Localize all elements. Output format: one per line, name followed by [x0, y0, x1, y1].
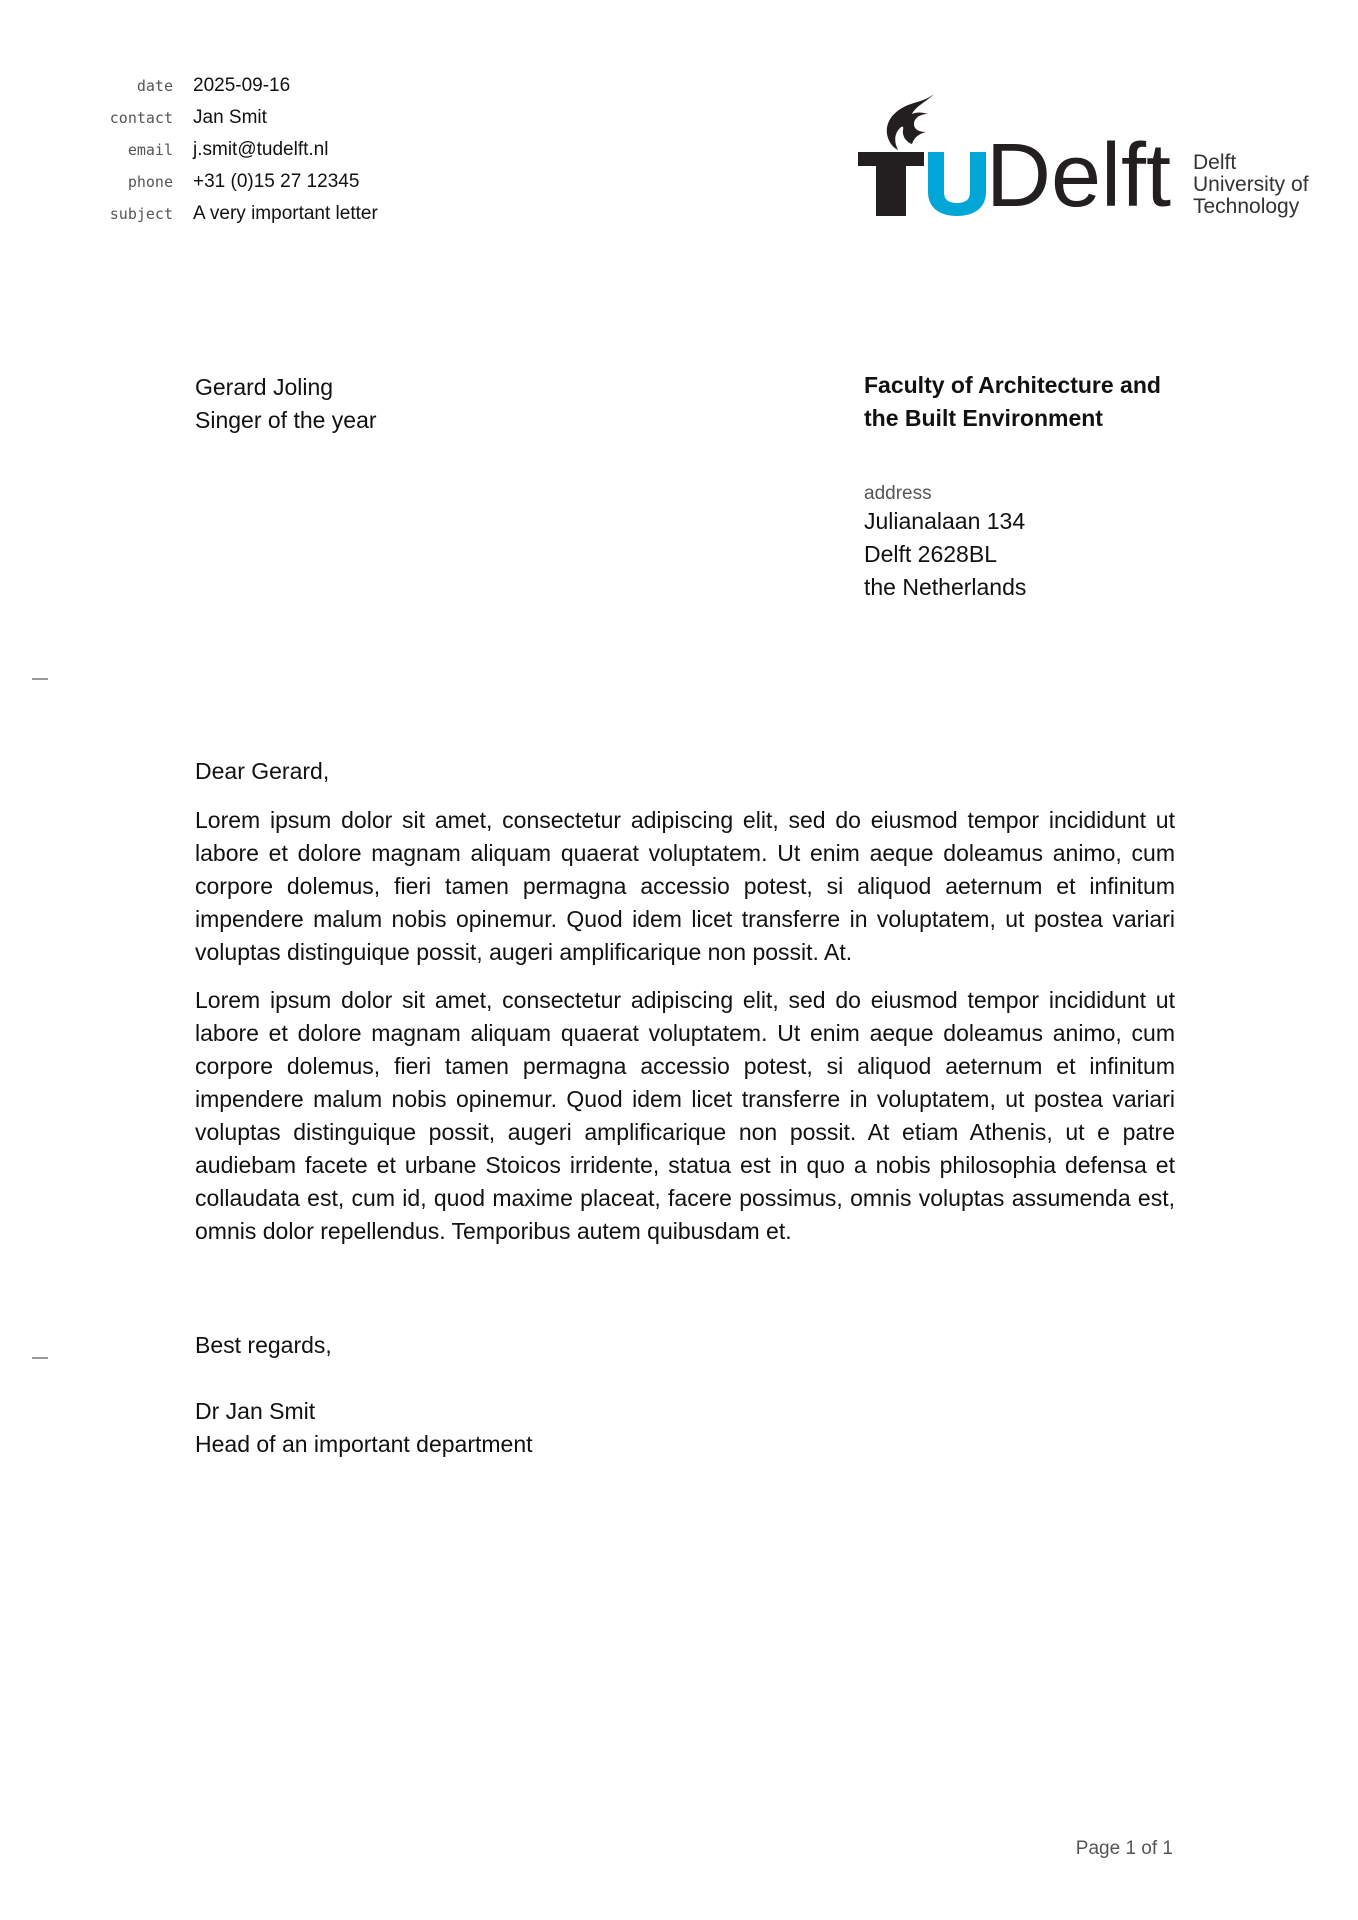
recipient-title: Singer of the year: [195, 407, 377, 433]
meta-label: contact: [109, 109, 173, 127]
address-country: the Netherlands: [864, 574, 1027, 600]
page-number: Page 1 of 1: [1075, 1838, 1173, 1859]
meta-row-phone: [60, 166, 520, 198]
logo-subtitle: [1193, 152, 1309, 218]
salutation: Dear Gerard,: [195, 758, 330, 784]
paragraph-1: Lorem ipsum dolor sit amet, consectetur adipiscing elit, sed do eiusmod tempor incididunt ut labore et dolore magnam aliquam quaerat voluptatem. Ut enim aeque doleamus animo, cum corpore dolemus, fieri tamen permagna accessio potest, si aliquod aeternum et infinitum impendere malum nobis opinemur. Quod idem licet transferre in voluptatem, ut postea variari voluptas distinguique possit, augeri amplificarique non possit. At.: [195, 807, 1175, 965]
meta-row-email: [60, 134, 520, 166]
meta-value-phone: +31 (0)15 27 12345: [193, 171, 360, 192]
logo-subtitle-line: Delft: [1193, 151, 1237, 174]
logo-subtitle-line: University of: [1193, 173, 1309, 196]
meta-label: phone: [127, 173, 173, 191]
flame-icon: [872, 92, 942, 152]
meta-value-email: j.smit@tudelft.nl: [193, 139, 329, 160]
paragraph-2: Lorem ipsum dolor sit amet, consectetur adipiscing elit, sed do eiusmod tempor incididunt ut labore et dolore magnam aliquam quaerat voluptatem. Ut enim aeque doleamus animo, cum corpore dolemus, fieri tamen permagna accessio potest, si aliquod aeternum et infinitum impendere malum nobis opinemur. Quod idem licet transferre in voluptatem, ut postea variari voluptas distinguique possit, augeri amplificarique non possit. At etiam Athenis, ut e patre audiebam facete et urbane Stoicos irridente, statua est in quo a nobis philosophia defensa et collaudata est, cum id, quod maxime placeat, facere possimus, omnis voluptas assumenda est, omnis dolor repellendus. Temporibus autem quibusdam et.: [195, 987, 1175, 1244]
sender-block: [864, 369, 1204, 604]
signature-name: Dr Jan Smit: [195, 1398, 316, 1424]
meta-row-contact: [60, 102, 520, 134]
logo-subtitle-line: Technology: [1193, 195, 1300, 218]
recipient-block: [195, 371, 377, 437]
logo-letter-u: [928, 152, 986, 216]
address-city: Delft 2628BL: [864, 541, 997, 567]
logo-letter-t: [858, 152, 924, 216]
recipient-name: Gerard Joling: [195, 374, 334, 400]
meta-label: email: [127, 141, 173, 159]
tu-delft-logo: [858, 92, 1318, 226]
fold-mark: [32, 678, 48, 680]
meta-value-contact: Jan Smit: [193, 107, 267, 128]
meta-value-subject: A very important letter: [193, 203, 378, 224]
meta-row-date: [60, 70, 520, 102]
address-street: Julianalaan 134: [864, 508, 1026, 534]
meta-row-subject: [60, 198, 520, 230]
signature-title: Head of an important department: [195, 1431, 533, 1457]
letter-meta: [60, 70, 520, 230]
faculty-name-line: the Built Environment: [864, 405, 1103, 431]
fold-mark: [32, 1357, 48, 1359]
closing: Best regards,: [195, 1332, 332, 1358]
meta-label: subject: [109, 205, 173, 223]
address-label: address: [864, 483, 932, 504]
logo-wordmark: Delft: [986, 126, 1172, 226]
meta-value-date: 2025-09-16: [193, 75, 291, 96]
faculty-name-line: Faculty of Architecture and: [864, 372, 1161, 398]
meta-label: date: [136, 77, 173, 95]
